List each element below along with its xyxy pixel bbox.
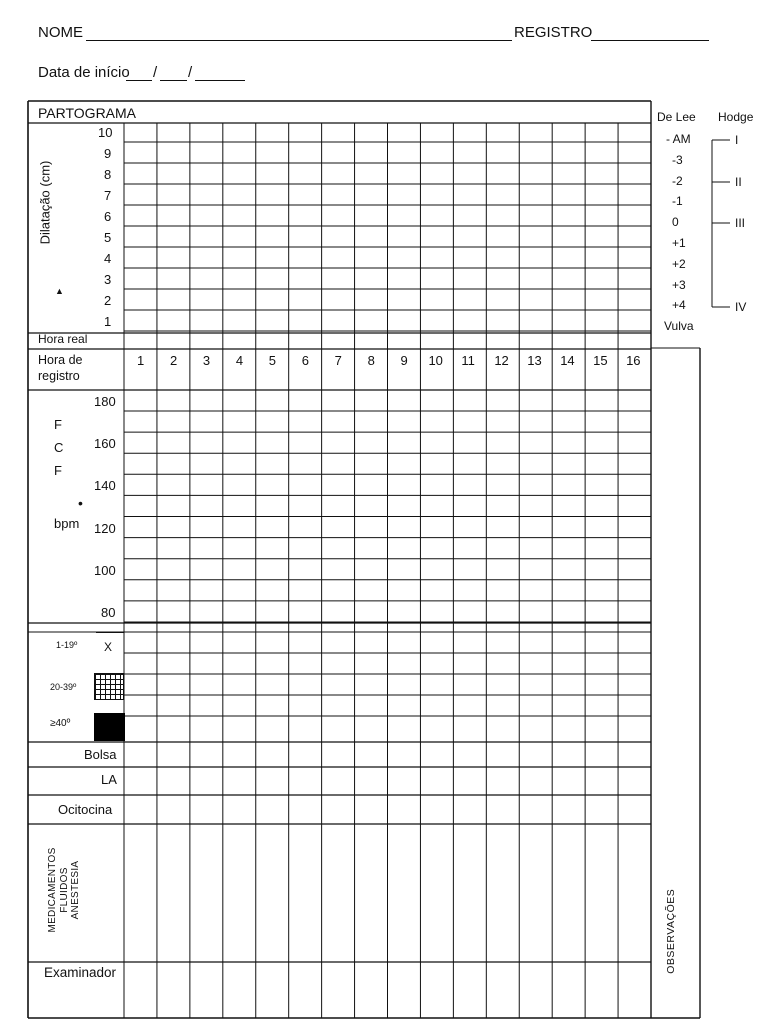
- de-lee-level: -1: [672, 194, 683, 209]
- hodge-title: Hodge: [718, 110, 754, 124]
- hodge-plane: I: [735, 133, 739, 147]
- de-lee-level: 0: [672, 215, 679, 230]
- hour-number: 3: [202, 353, 211, 368]
- fcf-letter: F: [54, 417, 62, 432]
- hatched-grid-icon: [94, 673, 124, 700]
- hour-number: 16: [626, 353, 641, 368]
- medicamentos-label: MEDICAMENTOS FLUIDOS ANESTESIA: [47, 847, 81, 933]
- partograma-title: PARTOGRAMA: [38, 105, 137, 121]
- bolsa-label: Bolsa: [84, 747, 117, 762]
- examinador-label: Examinador: [44, 965, 117, 980]
- date-separator: /: [188, 64, 193, 81]
- ocitocina-label: Ocitocina: [58, 802, 113, 817]
- de-lee-level: +3: [672, 277, 686, 292]
- dilatation-tick: 5: [104, 230, 112, 245]
- de-lee-level: Vulva: [664, 319, 694, 334]
- hodge-plane: II: [735, 175, 742, 189]
- fcf-tick: 80: [101, 605, 116, 620]
- dilatacao-axis-label: Dilatação (cm): [37, 160, 53, 245]
- fcf-tick: 100: [94, 562, 116, 578]
- de-lee-level: -3: [672, 152, 683, 167]
- hour-number: 1: [137, 353, 145, 368]
- dilatation-tick: 9: [104, 146, 112, 161]
- de-lee-title: De Lee: [657, 110, 696, 124]
- dilatation-tick: 1: [104, 314, 112, 329]
- hour-number: 13: [527, 353, 542, 368]
- contraction-strong-label: ≥40º: [50, 718, 71, 729]
- hodge-plane: IV: [735, 300, 747, 314]
- bpm-label: bpm: [54, 516, 80, 531]
- hour-number: 9: [400, 353, 408, 368]
- hour-number: 5: [268, 353, 276, 368]
- hour-number: 2: [169, 353, 178, 368]
- solid-square-icon: [94, 713, 125, 741]
- dilatation-tick: 7: [104, 188, 112, 203]
- fcf-dot: •: [78, 495, 83, 511]
- dilatation-tick: 3: [104, 272, 112, 287]
- dilatation-tick: 6: [104, 209, 112, 224]
- hour-number: 8: [367, 353, 375, 368]
- fcf-tick: 140: [94, 478, 116, 494]
- hour-number: 12: [494, 353, 509, 368]
- dilatation-tick: 2: [104, 293, 112, 308]
- la-label: LA: [101, 772, 117, 787]
- hour-number: 7: [334, 353, 342, 368]
- dilatation-tick: 10: [98, 125, 113, 140]
- fcf-tick: 120: [94, 520, 116, 536]
- dilatation-tick: 4: [104, 251, 112, 266]
- hour-number: 4: [235, 353, 244, 368]
- contraction-moderate-label: 20-39º: [50, 682, 77, 692]
- hour-number: 11: [461, 353, 475, 368]
- de-lee-level: +1: [672, 236, 686, 250]
- hour-number: 6: [301, 353, 309, 368]
- dilatation-tick: 8: [104, 167, 112, 182]
- name-label: NOME: [38, 24, 83, 41]
- hour-number: 14: [560, 353, 575, 368]
- contraction-mild-box: [96, 632, 124, 661]
- hodge-plane: III: [735, 216, 746, 230]
- arrow-up-icon: ▲: [55, 286, 64, 296]
- de-lee-level: - AM: [666, 132, 691, 146]
- x-icon: X: [104, 640, 113, 654]
- observacoes-label: OBSERVAÇÕES: [664, 888, 677, 974]
- fcf-tick: 180: [94, 394, 116, 409]
- de-lee-level: +2: [672, 256, 686, 271]
- date-separator: /: [153, 64, 158, 81]
- fcf-tick: 160: [94, 436, 116, 452]
- de-lee-level: +4: [672, 298, 686, 313]
- contraction-mild-label: 1-19º: [56, 640, 78, 650]
- hour-number: 15: [593, 353, 608, 368]
- de-lee-level: -2: [672, 173, 683, 188]
- hour-number: 10: [428, 353, 443, 368]
- fcf-letter: F: [54, 463, 62, 478]
- registro-label: REGISTRO: [514, 24, 593, 41]
- start-date-label: Data de início: [38, 64, 130, 81]
- hora-registro-label: Hora de registro: [38, 353, 83, 384]
- fcf-letter: C: [54, 440, 64, 455]
- hora-real-label: Hora real: [38, 332, 88, 346]
